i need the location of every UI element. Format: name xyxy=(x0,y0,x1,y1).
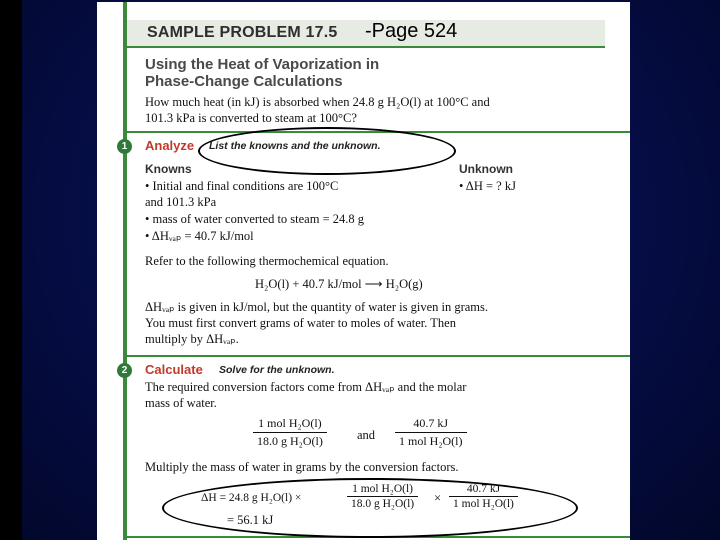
refer-line: Refer to the following thermochemical equation. xyxy=(145,254,389,268)
divider-calculate xyxy=(127,355,630,357)
factor-2-denominator: 1 mol H₂O(l) xyxy=(399,434,463,448)
unknown-item: • ΔH = ? kJ xyxy=(459,179,516,193)
analysis-para-line-2: You must first convert grams of water to moles of water. Then xyxy=(145,316,456,330)
and-word: and xyxy=(357,428,376,442)
analysis-para-line-1: ΔHᵥₐₚ is given in kJ/mol, but the quantity of water is given in grams. xyxy=(145,300,489,314)
step-number-calculate: 2 xyxy=(117,363,132,378)
question-line-1: How much heat (in kJ) is absorbed when 24.8 g H₂O(l) at 100°C and xyxy=(145,95,490,109)
times-sign: × xyxy=(434,491,442,505)
known-item-1: • Initial and final conditions are 100°C xyxy=(145,179,339,193)
conversion-factor-1 xyxy=(253,416,327,449)
known-item-2: • mass of water converted to steam = 24.8 g xyxy=(145,212,365,226)
calc-lhs: ΔH = 24.8 g H₂O(l) × xyxy=(201,492,302,504)
calc-line-1: The required conversion factors come from ΔHᵥₐₚ and the molar xyxy=(145,380,467,394)
annotation-ellipse-analyze xyxy=(198,127,456,175)
calculate-title: Calculate xyxy=(145,362,203,377)
thermochemical-equation: H₂O(l) + 40.7 kJ/mol ⟶ H₂O(g) xyxy=(255,277,423,291)
calc-factor-1-numerator: 1 mol H₂O(l) xyxy=(347,483,418,497)
conversion-factor-2 xyxy=(395,416,467,449)
calc-factor-2-denominator: 1 mol H₂O(l) xyxy=(453,498,514,510)
factor-1-numerator: 1 mol H₂O(l) xyxy=(253,416,327,433)
textbook-page xyxy=(97,2,630,540)
sample-problem-label: SAMPLE PROBLEM 17.5 xyxy=(147,24,338,41)
page-reference-label: -Page 524 xyxy=(365,20,458,42)
calc-factor-1-denominator: 18.0 g H₂O(l) xyxy=(351,498,415,510)
title-line-1: Using the Heat of Vaporization in xyxy=(145,56,380,73)
factor-1-denominator: 18.0 g H₂O(l) xyxy=(257,434,323,448)
question-line-2: 101.3 kPa is converted to steam at 100°C? xyxy=(145,111,357,125)
calc-result: = 56.1 kJ xyxy=(227,513,274,527)
multiply-line: Multiply the mass of water in grams by the conversion factors. xyxy=(145,460,459,474)
title-line-2: Phase-Change Calculations xyxy=(145,73,343,90)
step-number-analyze: 1 xyxy=(117,139,132,154)
calculate-subtitle: Solve for the unknown. xyxy=(219,364,335,376)
analyze-subtitle: List the knowns and the unknown. xyxy=(209,140,381,152)
analyze-title: Analyze xyxy=(145,138,195,153)
slide-left-strip xyxy=(0,0,22,540)
known-item-3: • ΔHᵥₐₚ = 40.7 kJ/mol xyxy=(145,229,254,243)
page-margin-bar xyxy=(123,2,127,540)
unknown-heading: Unknown xyxy=(459,162,513,176)
calc-factor-2-numerator: 40.7 kJ xyxy=(449,483,518,497)
calc-line-2: mass of water. xyxy=(145,396,217,410)
factor-2-numerator: 40.7 kJ xyxy=(395,416,467,433)
known-item-1-cont: and 101.3 kPa xyxy=(145,195,217,209)
annotation-ellipse-calculation xyxy=(162,478,578,538)
problem-title xyxy=(145,56,379,90)
knowns-heading: Knowns xyxy=(145,162,192,176)
analysis-para-line-3: multiply by ΔHᵥₐₚ. xyxy=(145,332,239,346)
